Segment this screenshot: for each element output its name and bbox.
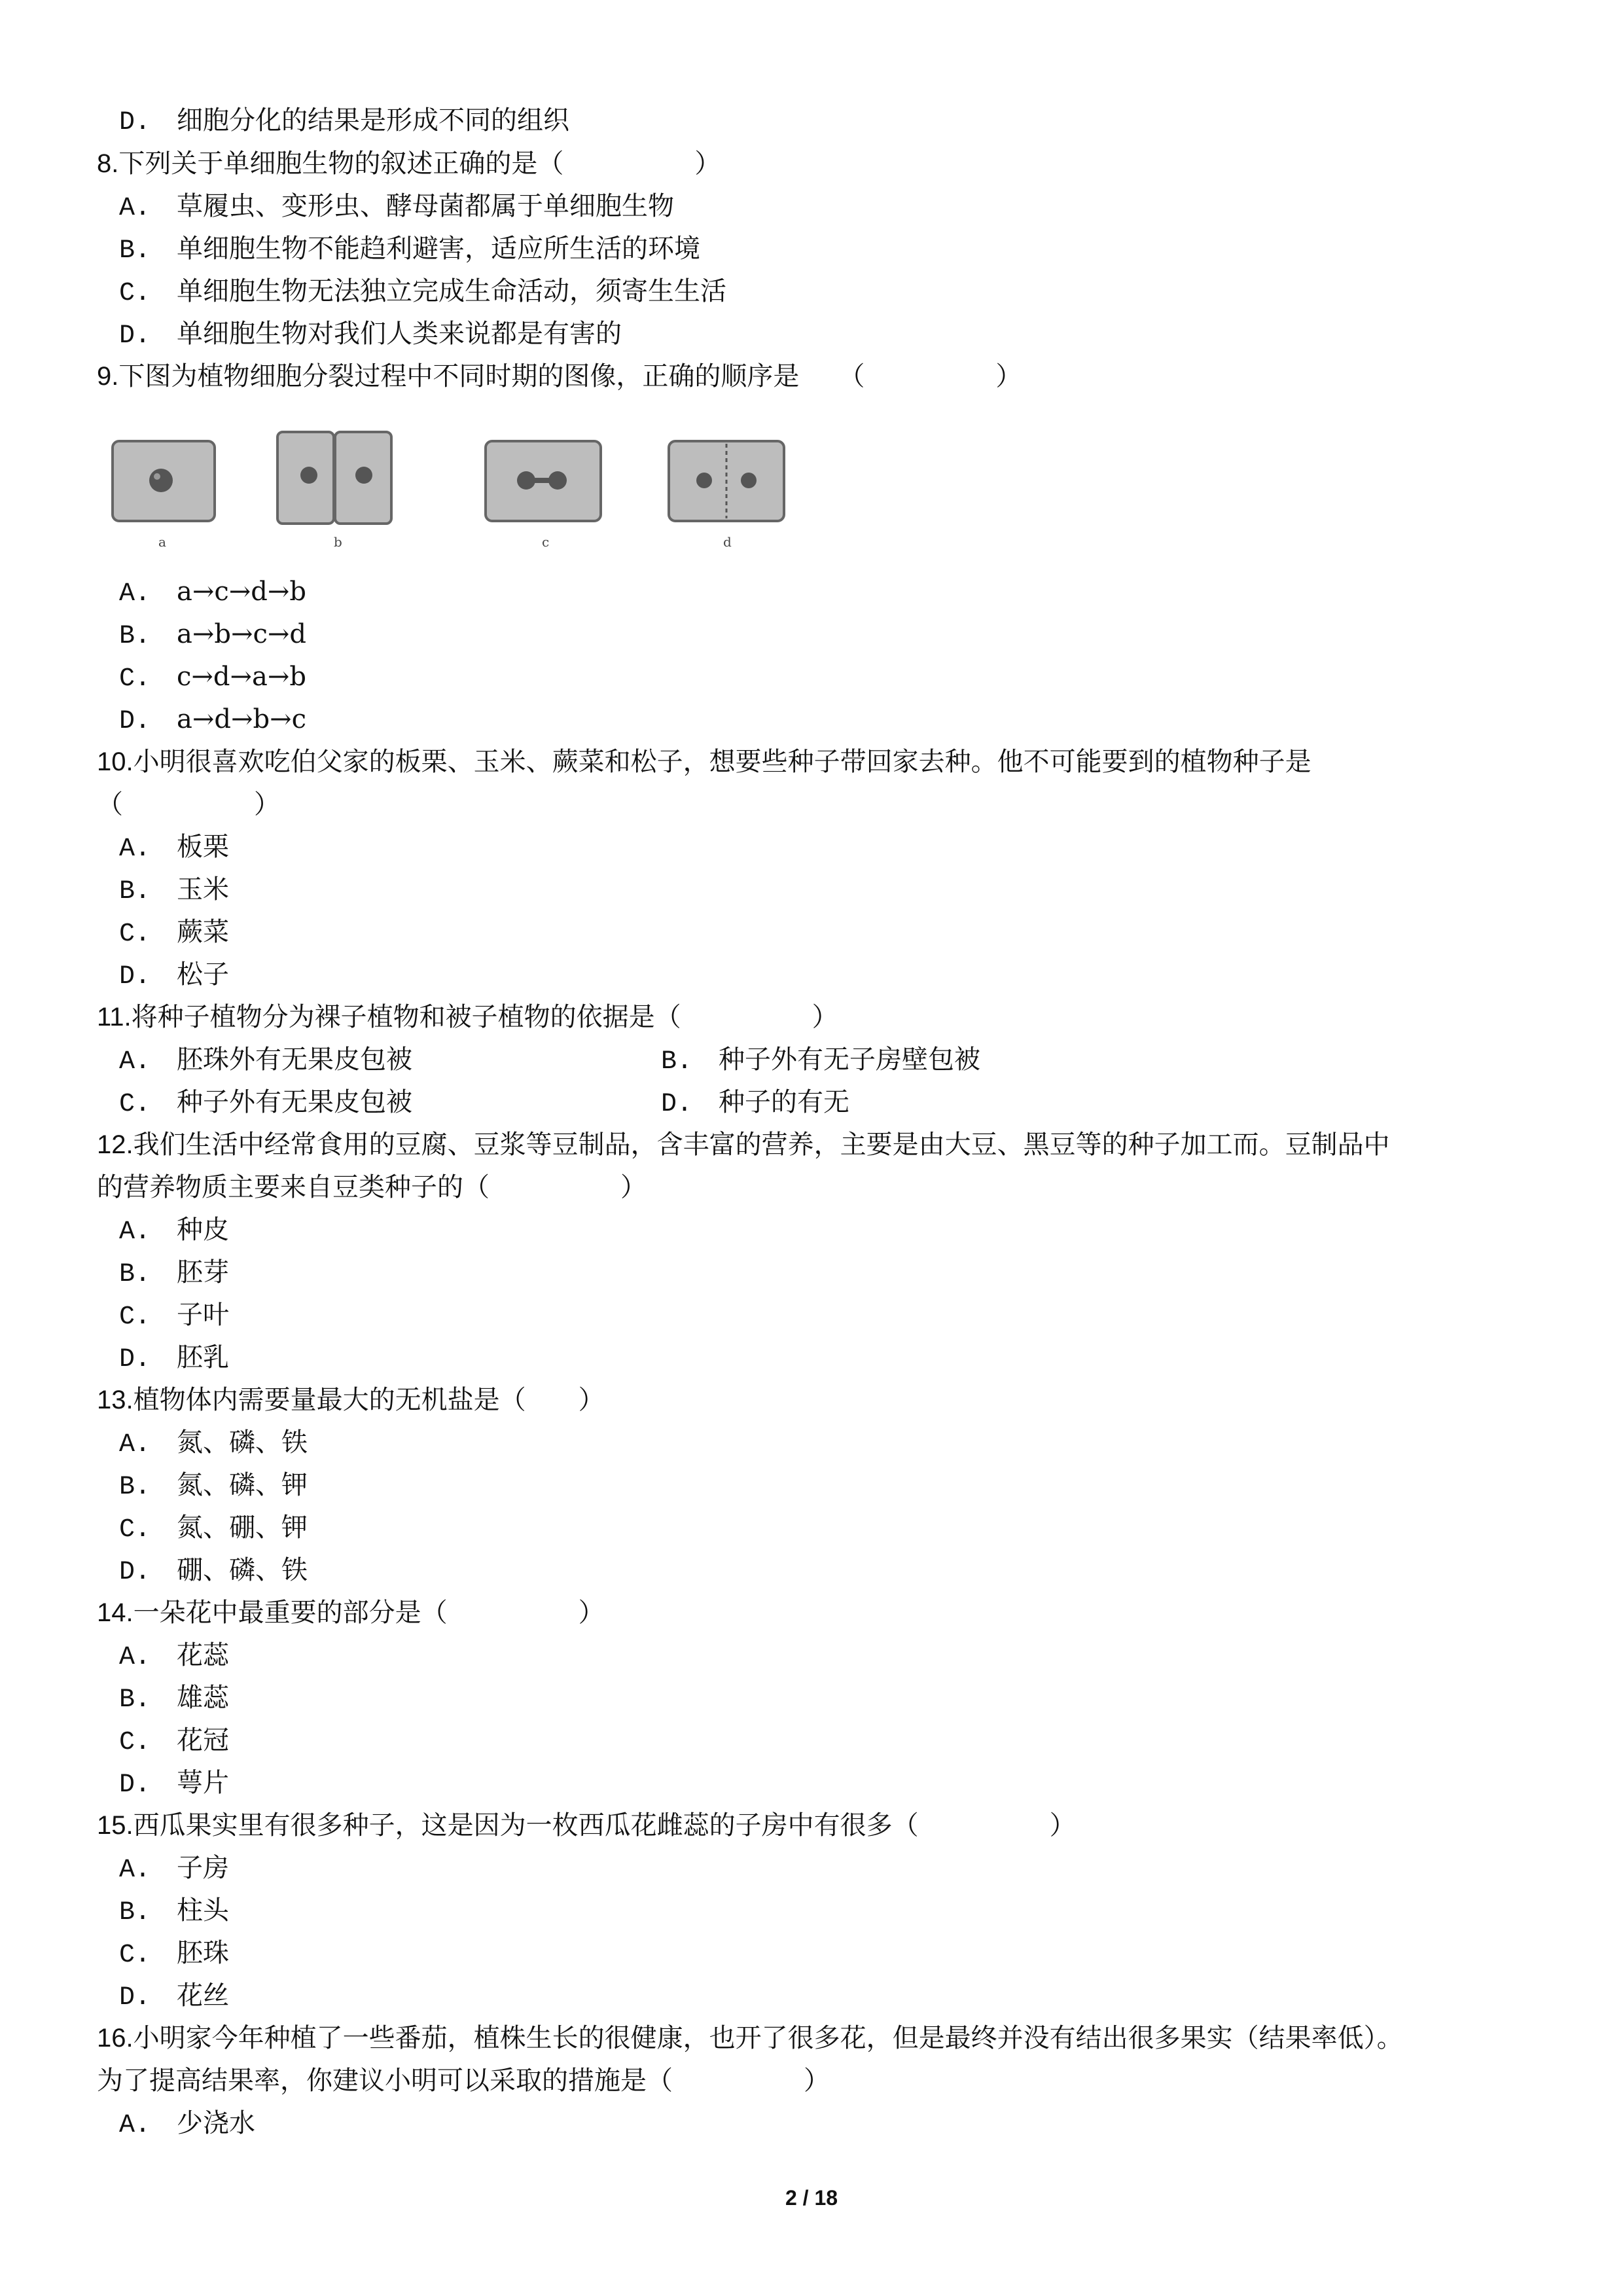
option-c <box>119 1725 229 1759</box>
option-text: 种子外有无子房壁包被 <box>719 1045 980 1075</box>
option-text: 单细胞生物对我们人类来说都是有害的 <box>177 319 622 349</box>
figure-label-a: a <box>158 534 166 550</box>
option-text: 单细胞生物无法独立完成生命活动，须寄生生活 <box>177 276 726 306</box>
option-label: D. <box>661 1090 693 1119</box>
option-label: C. <box>119 920 151 949</box>
option-text: 种皮 <box>177 1215 229 1245</box>
option-c <box>119 1299 229 1333</box>
option-label: B. <box>119 1473 151 1502</box>
cell-image-d <box>661 432 792 530</box>
question-number: 12. <box>97 1130 134 1159</box>
option-text: a→c→d→b <box>177 577 307 607</box>
option-text: 胚乳 <box>177 1342 229 1372</box>
option-text: a→d→b→c <box>177 704 307 734</box>
option-label: B. <box>119 236 151 266</box>
option-label: C. <box>119 1515 151 1545</box>
option-b <box>119 1895 229 1929</box>
option-text: 胚珠外有无果皮包被 <box>177 1045 412 1075</box>
option-label: B. <box>119 1685 151 1715</box>
option-label: D. <box>119 321 151 351</box>
question-text: 我们生活中经常食用的豆腐、豆浆等豆制品，含丰富的营养，主要是由大豆、黑豆等的种子加工而。豆制品中 <box>133 1130 1390 1160</box>
option-b <box>661 1044 980 1078</box>
option-a <box>119 190 674 224</box>
option-b <box>119 619 306 653</box>
option-a <box>119 1214 229 1248</box>
question-number: 9. <box>97 362 119 391</box>
option-label: B. <box>119 877 151 906</box>
option-c <box>119 1086 412 1121</box>
option-text: 胚芽 <box>177 1257 229 1287</box>
question-15 <box>97 1810 1076 1841</box>
option-text: 氮、磷、钾 <box>177 1470 308 1500</box>
option-label: D. <box>119 108 151 137</box>
option-a <box>119 576 306 610</box>
question-11 <box>97 1001 838 1033</box>
option-d <box>119 318 622 352</box>
page-number: 2 / 18 <box>785 2186 838 2210</box>
option-label: A. <box>119 1643 151 1672</box>
option-c <box>119 1937 229 1971</box>
option-text: 少浇水 <box>177 2108 255 2138</box>
option-a <box>119 831 229 865</box>
option-text: 单细胞生物不能趋利避害，适应所生活的环境 <box>177 234 700 264</box>
option-text: c→d→a→b <box>177 662 307 692</box>
option-label: A. <box>119 1856 151 1885</box>
option-text: 种子的有无 <box>719 1087 849 1117</box>
option-label: D. <box>119 1770 151 1800</box>
question-text: 将种子植物分为裸子植物和被子植物的依据是（ ） <box>131 1002 838 1032</box>
option-label: A. <box>119 1430 151 1460</box>
question-text: 小明很喜欢吃伯父家的板栗、玉米、蕨菜和松子，想要些种子带回家去种。他不可能要到的植物种子是 <box>133 747 1311 777</box>
option-c <box>119 1512 308 1546</box>
option-text: 硼、磷、铁 <box>177 1555 308 1585</box>
question-text: 植物体内需要量最大的无机盐是（ ） <box>133 1385 605 1415</box>
cell-image-a <box>105 432 223 530</box>
option-b <box>119 874 229 908</box>
option-label: D. <box>119 1558 151 1587</box>
option-c <box>119 916 229 950</box>
option-label: A. <box>119 834 151 864</box>
option-text: 松子 <box>177 960 229 990</box>
option-label: B. <box>119 1898 151 1928</box>
option-label: D. <box>119 962 151 992</box>
option-label: C. <box>119 1302 151 1332</box>
option-label: A. <box>119 1047 151 1077</box>
option-text: a→b→c→d <box>177 619 307 649</box>
option-label: B. <box>119 622 151 651</box>
option-text: 花冠 <box>177 1725 229 1755</box>
question-continuation: （ ） <box>97 789 280 819</box>
option-text: 板栗 <box>177 832 229 862</box>
question-8 <box>97 148 721 179</box>
option-text: 氮、磷、铁 <box>177 1427 308 1458</box>
question-text: 一朵花中最重要的部分是（ ） <box>133 1598 605 1628</box>
option-text: 草履虫、变形虫、酵母菌都属于单细胞生物 <box>177 191 674 221</box>
option-text: 子房 <box>177 1853 229 1883</box>
option-label: B. <box>119 1260 151 1289</box>
question-continuation: 为了提高结果率，你建议小明可以采取的措施是（ ） <box>97 2066 830 2096</box>
question-number: 10. <box>97 747 134 776</box>
option-label: C. <box>119 279 151 308</box>
figure-label-c: c <box>542 534 550 550</box>
cell-image-c <box>478 432 609 530</box>
option-label: A. <box>119 2111 151 2140</box>
option-d <box>119 1767 229 1801</box>
question-text: 下列关于单细胞生物的叙述正确的是（ ） <box>118 149 721 179</box>
option-label: D. <box>119 707 151 736</box>
option-a <box>119 1640 229 1674</box>
option-label: C. <box>119 1941 151 1970</box>
option-label: C. <box>119 1090 151 1119</box>
option-label: D. <box>119 1345 151 1374</box>
question-10 <box>97 746 1311 778</box>
question-continuation: 的营养物质主要来自豆类种子的（ ） <box>97 1172 647 1202</box>
option-label: A. <box>119 194 151 223</box>
option-label: B. <box>661 1047 693 1077</box>
figure-label-d: d <box>723 534 732 550</box>
question-text: 小明家今年种植了一些番茄，植株生长的很健康，也开了很多花，但是最终并没有结出很多果实（结果率低）。 <box>133 2023 1403 2053</box>
option-text: 蕨菜 <box>177 917 229 947</box>
option-b <box>119 1257 229 1291</box>
option-a <box>119 1044 412 1078</box>
option-c <box>119 661 306 695</box>
option-d <box>119 1554 308 1588</box>
option-text: 细胞分化的结果是形成不同的组织 <box>177 105 569 135</box>
question-13 <box>97 1384 605 1416</box>
option-text: 种子外有无果皮包被 <box>177 1087 412 1117</box>
option-text: 子叶 <box>177 1300 229 1330</box>
option-d <box>119 1342 229 1376</box>
question-14 <box>97 1597 605 1628</box>
option-d <box>119 105 569 139</box>
option-label: C. <box>119 664 151 694</box>
option-a <box>119 1427 308 1461</box>
question-number: 11. <box>97 1003 132 1031</box>
option-d <box>119 704 306 738</box>
option-label: C. <box>119 1728 151 1757</box>
question-16 <box>97 2022 1403 2054</box>
question-9 <box>97 361 1022 392</box>
option-label: D. <box>119 1983 151 2013</box>
question-text: 西瓜果实里有很多种子，这是因为一枚西瓜花雌蕊的子房中有很多（ ） <box>133 1810 1076 1840</box>
option-a <box>119 1852 229 1886</box>
option-label: A. <box>119 1217 151 1247</box>
option-text: 萼片 <box>177 1768 229 1798</box>
question-text: 下图为植物细胞分裂过程中不同时期的图像，正确的顺序是 （ ） <box>118 361 1022 391</box>
option-text: 胚珠 <box>177 1938 229 1968</box>
option-b <box>119 1469 308 1503</box>
option-d <box>119 959 229 993</box>
option-d <box>119 1980 229 2014</box>
option-b <box>119 233 700 267</box>
option-a <box>119 2108 255 2142</box>
option-text: 雄蕊 <box>177 1683 229 1713</box>
option-b <box>119 1682 229 1716</box>
option-label: A. <box>119 579 151 609</box>
question-number: 14. <box>97 1598 134 1627</box>
cell-division-figure <box>105 419 798 556</box>
question-number: 8. <box>97 149 119 178</box>
question-number: 15. <box>97 1811 134 1840</box>
option-text: 花丝 <box>177 1981 229 2011</box>
cell-image-b <box>272 419 397 530</box>
question-number: 16. <box>97 2024 134 2053</box>
option-d <box>661 1086 849 1121</box>
option-text: 柱头 <box>177 1895 229 1926</box>
option-text: 氮、硼、钾 <box>177 1513 308 1543</box>
question-12 <box>97 1129 1390 1160</box>
question-number: 13. <box>97 1386 134 1414</box>
option-c <box>119 276 726 310</box>
option-text: 花蕊 <box>177 1640 229 1670</box>
figure-label-b: b <box>334 534 342 550</box>
option-text: 玉米 <box>177 874 229 905</box>
